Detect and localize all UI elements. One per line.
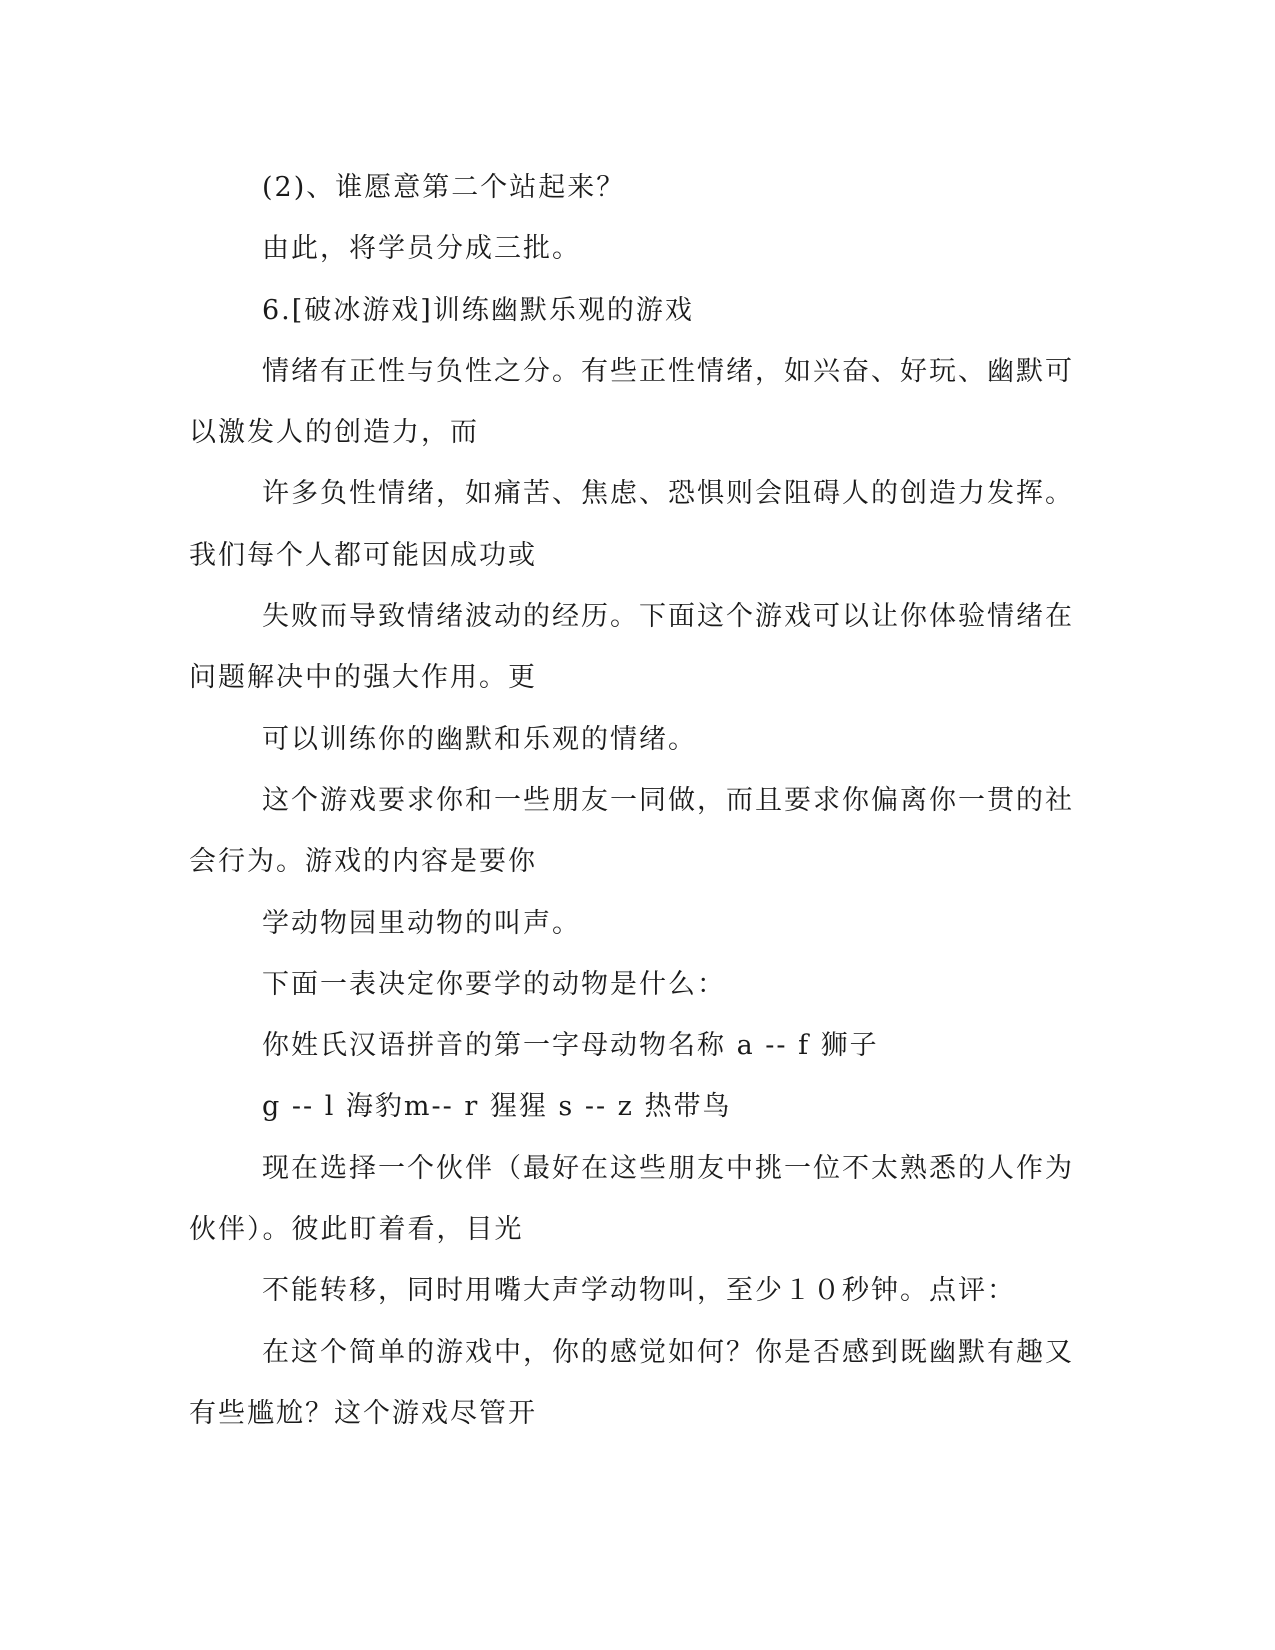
text-line: 不能转移，同时用嘴大声学动物叫，至少１０秒钟。点评： — [262, 1275, 1016, 1307]
text-line: 有些尴尬？这个游戏尽管开 — [189, 1397, 537, 1429]
text-line: 可以训练你的幽默和乐观的情绪。 — [262, 723, 697, 755]
text-line: 你姓氏汉语拼音的第一字母动物名称 a -- f 狮子 — [262, 1030, 879, 1062]
text-line: 以激发人的创造力，而 — [189, 417, 479, 449]
text-line: g -- l 海豹m-- r 猩猩 s -- z 热带鸟 — [262, 1091, 732, 1123]
text-line: 会行为。游戏的内容是要你 — [189, 846, 537, 878]
text-line: 失败而导致情绪波动的经历。下面这个游戏可以让你体验情绪在 — [262, 601, 1074, 633]
text-line: (2)、谁愿意第二个站起来？ — [262, 172, 626, 203]
document-body — [189, 170, 1089, 1457]
text-line: 在这个简单的游戏中，你的感觉如何？你是否感到既幽默有趣又 — [262, 1336, 1074, 1368]
text-line: 伙伴）。彼此盯着看，目光 — [189, 1214, 524, 1246]
text-line: 现在选择一个伙伴（最好在这些朋友中挑一位不太熟悉的人作为 — [262, 1152, 1074, 1184]
text-line: 学动物园里动物的叫声。 — [262, 907, 581, 939]
text-line: 我们每个人都可能因成功或 — [189, 539, 537, 571]
text-line: 这个游戏要求你和一些朋友一同做，而且要求你偏离你一贯的社 — [262, 784, 1074, 816]
text-line: 情绪有正性与负性之分。有些正性情绪，如兴奋、好玩、幽默可 — [262, 355, 1074, 387]
text-line: 问题解决中的强大作用。更 — [189, 662, 537, 694]
text-line: 许多负性情绪，如痛苦、焦虑、恐惧则会阻碍人的创造力发挥。 — [262, 478, 1074, 510]
text-line: 由此，将学员分成三批。 — [262, 233, 581, 265]
text-line: 6.[破冰游戏]训练幽默乐观的游戏 — [262, 294, 694, 326]
text-line: 下面一表决定你要学的动物是什么： — [262, 968, 726, 1000]
